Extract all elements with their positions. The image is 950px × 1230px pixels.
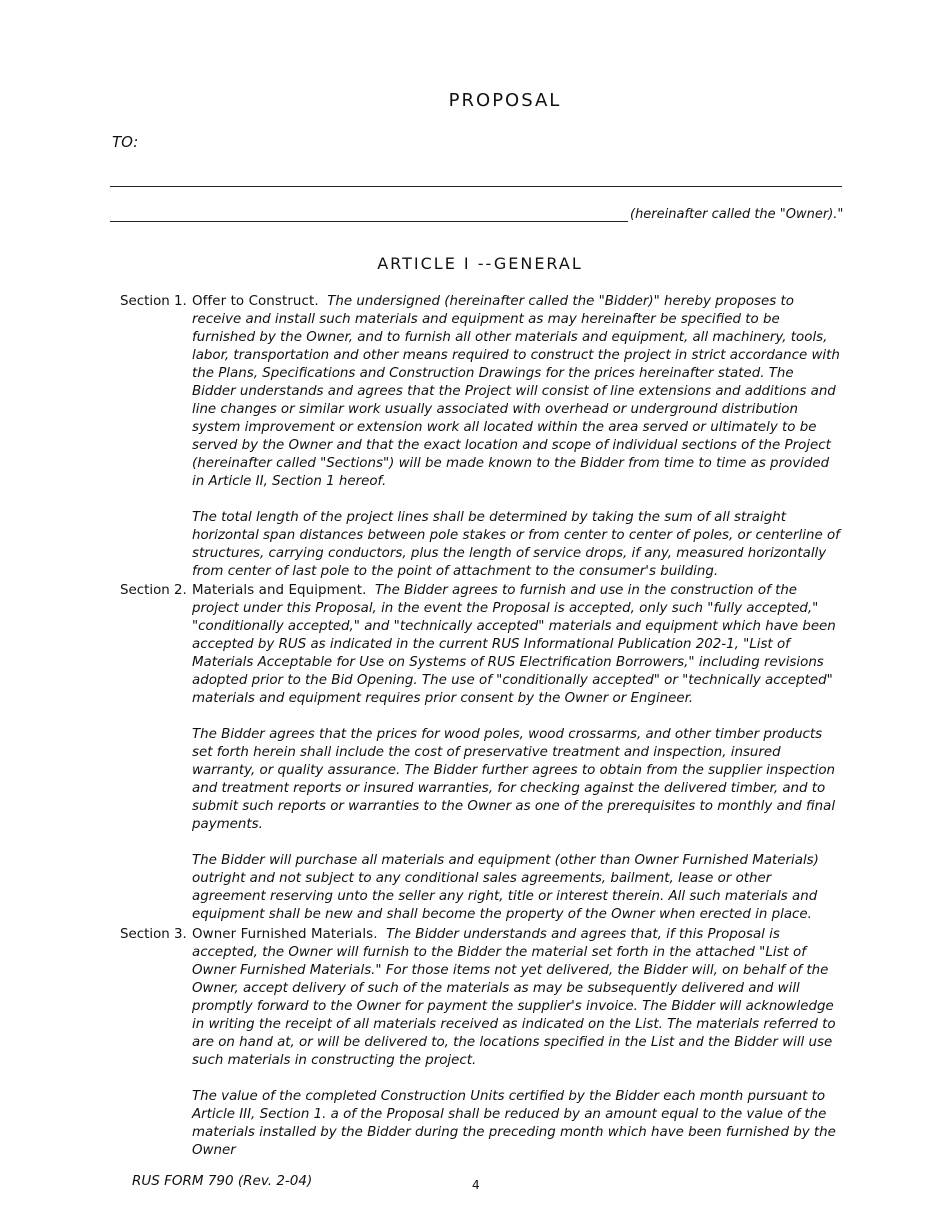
section-body bbox=[192, 926, 840, 1160]
section-3 bbox=[120, 926, 840, 1160]
section-1 bbox=[120, 293, 840, 581]
owner-blank-line bbox=[110, 221, 628, 222]
page-number: 4 bbox=[472, 1178, 480, 1192]
section-2 bbox=[120, 582, 840, 924]
section-text: The Bidder understands and agrees that, if this Proposal is accepted, the Owner will furnish to the Bidder the material set forth in the attached "List of Owner Furnished Materials." For those items not yet delivered, the Bidder will, on behalf of the Owner, accept delivery of such of the materials as may be subsequently delivered and will promptly forward to the Owner for payment the supplier's invoice. The Bidder will acknowledge in writing the receipt of all materials received as indicated on the List. The materials referred to are on hand at, or will be delivered to, the locations specified in the List and the Bidder will use such materials in constructing the project. bbox=[192, 927, 836, 1068]
section-text: The undersigned (hereinafter called the "Bidder)" hereby proposes to receive and install such materials and equipment as may hereinafter be specified to be furnished by the Owner, and to furnish all other materials and equipment, all machinery, tools, labor, transportation and other means required to construct the project in strict accordance with the Plans, Specifications and Construction Drawings for the prices hereinafter stated. The Bidder understands and agrees that the Project will consist of line extensions and additions and line changes or similar work usually associated with overhead or underground distribution system improvement or extension work all located within the area served or ultimately to be served by the Owner and that the exact location and scope of individual sections of the Project (hereinafter called "Sections") will be made known to the Bidder from time to time as provided in Article II, Section 1 hereof. bbox=[192, 294, 840, 489]
footer-form-number: RUS FORM 790 (Rev. 2-04) bbox=[132, 1173, 313, 1189]
article-title: ARTICLE I --GENERAL bbox=[377, 254, 583, 273]
section-paragraph: The Bidder agrees that the prices for wood poles, wood crossarms, and other timber products set forth herein shall include the cost of preservative treatment and inspection, insured warranty, or quality assurance. The Bidder further agrees to obtain from the supplier inspection and treatment reports or insured warranties, for checking against the delivered timber, and to submit such reports or warranties to the Owner as one of the prerequisites to monthly and final payments. bbox=[192, 727, 836, 832]
section-label: Section 2. bbox=[120, 583, 187, 598]
section-body bbox=[192, 582, 840, 924]
section-label: Section 3. bbox=[120, 927, 187, 942]
owner-designation: (hereinafter called the "Owner)." bbox=[630, 207, 844, 222]
section-heading: Offer to Construct. bbox=[192, 294, 319, 309]
to-label: TO: bbox=[112, 133, 139, 151]
section-body bbox=[192, 293, 840, 581]
section-paragraph: The total length of the project lines shall be determined by taking the sum of all straight horizontal span distances between pole stakes or from center to center of poles, or centerline of structures, carrying conductors, plus the length of service drops, if any, measured horizontally from center of last pole to the point of attachment to the consumer's building. bbox=[192, 510, 840, 579]
addressee-blank-line bbox=[110, 186, 842, 187]
section-heading: Owner Furnished Materials. bbox=[192, 927, 378, 942]
section-label: Section 1. bbox=[120, 294, 187, 309]
section-text: The Bidder agrees to furnish and use in the construction of the project under this Proposal, in the event the Proposal is accepted, only such "fully accepted," "conditionally accepted," and "technically accepted" materials and equipment which have been accepted by RUS as indicated in the current RUS Informational Publication 202-1, "List of Materials Acceptable for Use on Systems of RUS Electrification Borrowers," including revisions adopted prior to the Bid Opening. The use of "conditionally accepted" or "technically accepted" materials and equipment requires prior consent by the Owner or Engineer. bbox=[192, 583, 836, 706]
section-heading: Materials and Equipment. bbox=[192, 583, 367, 598]
owner-row bbox=[110, 207, 842, 225]
section-paragraph: The Bidder will purchase all materials and equipment (other than Owner Furnished Materials) outright and not subject to any conditional sales agreements, bailment, lease or other agreement reserving unto the seller any right, title or interest therein. All such materials and equipment shall be new and shall become the property of the Owner when erected in place. bbox=[192, 853, 819, 922]
page-title: PROPOSAL bbox=[448, 90, 562, 111]
section-paragraph: The value of the completed Construction Units certified by the Bidder each month pursuant to Article III, Section 1. a of the Proposal shall be reduced by an amount equal to the value of the materials installed by the Bidder during the preceding month which have been furnished by the Owner bbox=[192, 1089, 836, 1158]
